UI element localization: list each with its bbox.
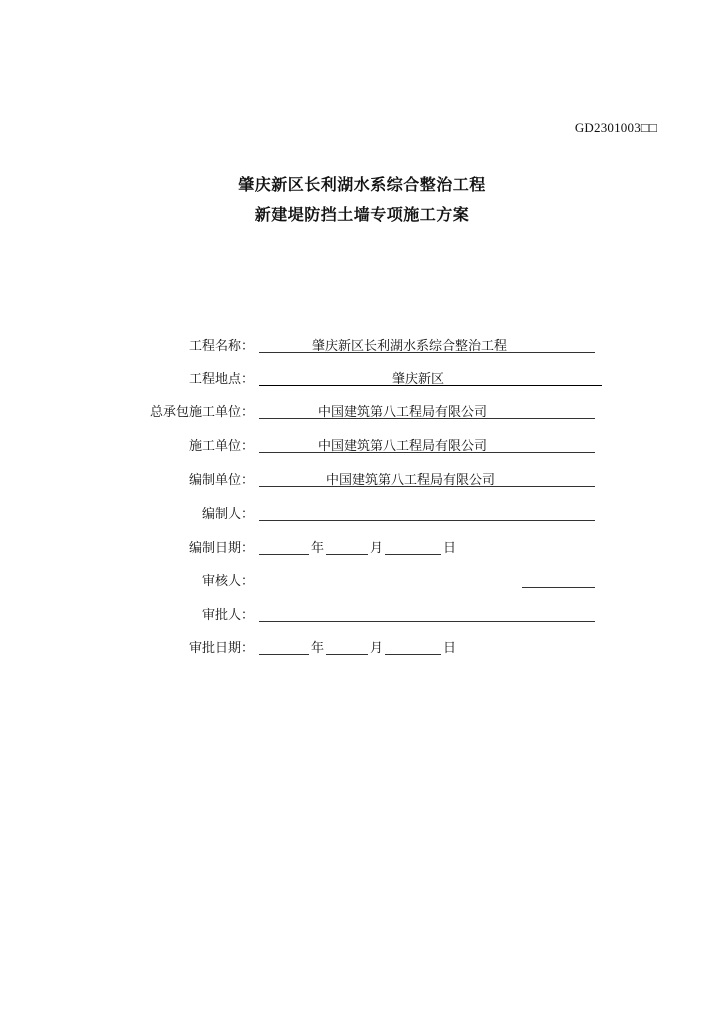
title-line-1: 肇庆新区长利湖水系综合整治工程 [238,175,486,194]
project-name-row [0,335,724,359]
approve-year-unit: 年 [311,641,325,656]
approve-day-blank [385,654,441,655]
compile-year-blank [259,554,309,555]
compile-date-label: 编制日期： [188,541,254,556]
compiler-underline [259,520,595,521]
project-name-underline [259,352,595,353]
compile-date-row [0,537,724,561]
construction-unit-value: 中国建筑第八工程局有限公司 [318,439,488,454]
approve-day-unit: 日 [443,641,457,656]
compiling-unit-underline [259,486,595,487]
compiler-row [0,503,724,527]
document-code: GD2301003□□ [574,120,657,135]
approver-underline [259,621,595,622]
approver-label: 审批人： [201,608,254,623]
construction-unit-label: 施工单位： [188,439,254,454]
construction-unit-row [0,435,724,459]
project-location-label: 工程地点： [188,372,254,387]
compile-month-unit: 月 [370,541,384,556]
approve-month-unit: 月 [370,641,384,656]
compiling-unit-label: 编制单位： [188,473,254,488]
compiling-unit-value: 中国建筑第八工程局有限公司 [326,473,496,488]
compile-day-blank [385,554,441,555]
compile-day-unit: 日 [443,541,457,556]
project-location-row [0,368,724,392]
reviewer-underline [522,587,595,588]
reviewer-row [0,570,724,594]
general-contractor-row [0,401,724,425]
project-name-label: 工程名称： [188,339,254,354]
general-contractor-value: 中国建筑第八工程局有限公司 [318,405,488,420]
approve-year-blank [259,654,309,655]
reviewer-label: 审核人： [201,574,254,589]
approve-date-label: 审批日期： [188,641,254,656]
compile-month-blank [326,554,368,555]
project-name-value: 肇庆新区长利湖水系综合整治工程 [312,339,508,354]
approve-month-blank [326,654,368,655]
general-contractor-label: 总承包施工单位： [149,405,254,420]
general-contractor-underline [259,418,595,419]
title-line-2: 新建堤防挡土墙专项施工方案 [254,205,470,224]
compiling-unit-row [0,469,724,493]
compile-year-unit: 年 [311,541,325,556]
project-location-underline [259,385,602,386]
compiler-label: 编制人： [201,507,254,522]
project-location-value: 肇庆新区 [392,372,445,387]
approve-date-row [0,637,724,661]
approver-row [0,604,724,628]
construction-unit-underline [259,452,595,453]
